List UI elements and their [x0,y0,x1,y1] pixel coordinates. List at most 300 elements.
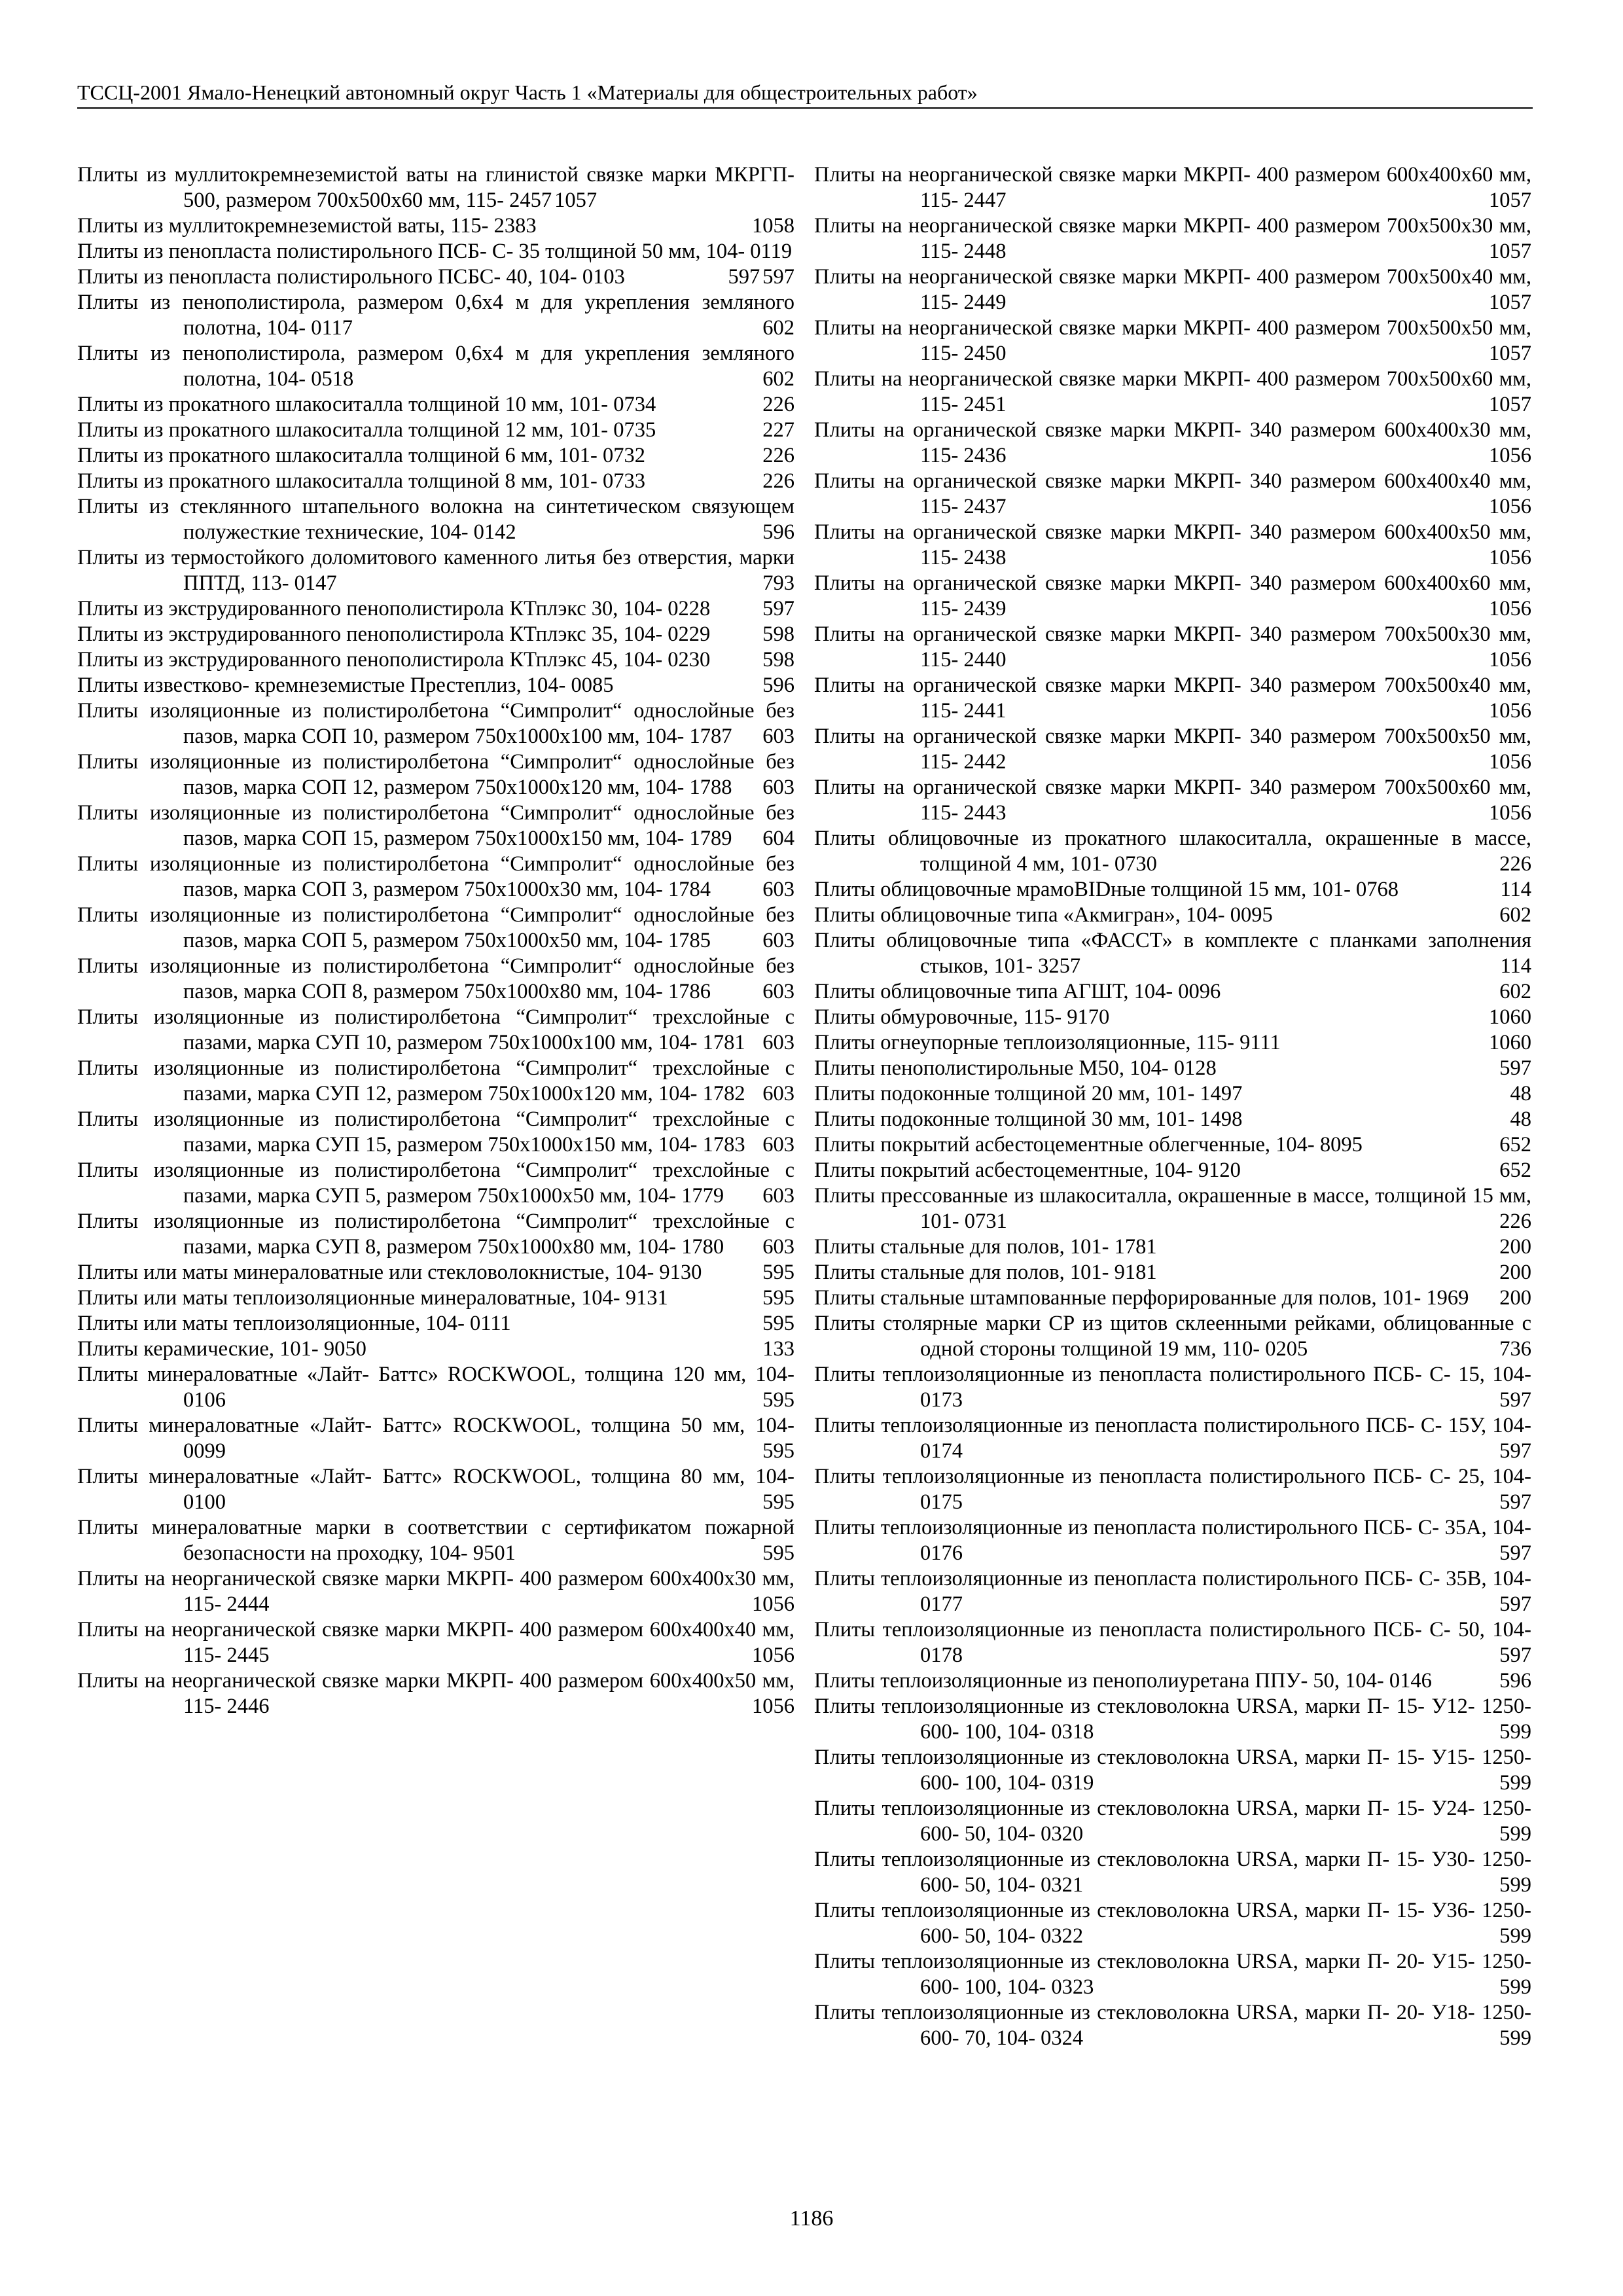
entry-page-ref: 603 [760,724,794,749]
entry-code: 115- 2449 [920,291,1007,314]
entry-title: Плиты из пенополистирола, размером 0,6х4 м для укрепления земляного полотна, [77,291,794,340]
index-entry [814,1694,1531,1745]
index-entry [77,213,794,239]
entry-page-ref: 1056 [1486,647,1531,673]
entry-code: 115- 2457 [465,188,552,212]
entry-page-ref: 595 [760,1311,794,1336]
entry-page-ref: 793 [760,571,794,596]
entry-title: Плиты на неорганической связке марки МКРП- 400 размером 600х400х40 мм, [77,1618,794,1641]
entry-title: Плиты минераловатные «Лайт- Баттс» ROCKWOOL, толщина 50 мм, [77,1414,756,1437]
index-entry [814,213,1531,264]
entry-page-ref: 599 [1497,1770,1531,1796]
entry-code: 104- 9131 [581,1286,668,1310]
entry-code: 104- 1789 [645,827,732,850]
entry-code: 104- 0117 [266,316,353,340]
index-entry [77,698,794,749]
index-entry [77,1668,794,1719]
entry-page-ref: 599 [1497,1873,1531,1898]
entry-page-ref: 114 [1497,877,1531,903]
index-entry [814,903,1531,928]
entry-page-ref: 1060 [1486,1005,1531,1030]
entry-code: 104- 0100 [183,1465,794,1514]
entry-code: 104- 1784 [624,878,711,901]
index-entry [814,1285,1531,1311]
entry-title: Плиты минераловатные марки в соответствии с сертификатом пожарной безопасности на проходку, [77,1516,794,1565]
entry-title: Плиты облицовочные мрамоBIDные толщиной 15 мм, [814,878,1312,901]
entry-code: 101- 0734 [569,393,656,416]
entry-title: Плиты или маты теплоизоляционные, [77,1312,426,1335]
entry-title: Плиты из стеклянного штапельного волокна на синтетическом связующем полужесткие технические, [77,495,794,544]
index-entry [77,800,794,852]
entry-code: 115- 2445 [183,1643,270,1667]
entry-title: Плиты из пенополистирола, размером 0,6х4 м для укрепления земляного полотна, [77,342,794,391]
index-entry [77,1311,794,1336]
entry-title: Плиты на неорганической связке марки МКРП- 400 размером 700х500х50 мм, [814,316,1531,340]
index-entry [77,596,794,622]
entry-page-ref: 603 [760,1030,794,1056]
entry-page-ref: 200 [1497,1260,1531,1285]
entry-page-ref: 595 [760,1490,794,1515]
entry-title: Плиты из экструдированного пенополистирола КТплэкс 45, [77,648,624,672]
entry-title: Плиты облицовочные типа «ФАССТ» в комплекте с планками заполнения стыков, [814,929,1531,978]
entry-title: Плиты или маты минераловатные или стекловолокнистые, [77,1261,615,1284]
entry-code: 104- 0119 [705,240,793,263]
entry-code: 115- 2442 [920,750,1007,774]
entry-title: Плиты облицовочные типа «Акмигран», [814,903,1186,927]
index-entry [814,928,1531,979]
index-entry [814,775,1531,826]
index-entry [814,1234,1531,1260]
entry-title: Плиты изоляционные из полистиролбетона “Симпролит“ однослойные без пазов, марка СОП 10, размером 750х1000х100 мм, [77,699,794,748]
index-entry [814,1362,1531,1413]
entry-title: Плиты обмуровочные, [814,1005,1024,1029]
entry-title: Плиты теплоизоляционные из пенопласта полистирольного ПСБ- С- 25, [814,1465,1493,1488]
entry-title: Плиты изоляционные из полистиролбетона “Симпролит“ однослойные без пазов, марка СОП 8, размером 750х1000х80 мм, [77,954,794,1003]
entry-page-ref: 1057 [1486,392,1531,418]
entry-code: 104- 0321 [996,1873,1084,1897]
index-entry [77,1566,794,1617]
entry-page-ref: 603 [760,877,794,903]
index-entry [814,1796,1531,1847]
entry-code: 110- 0205 [1221,1337,1308,1361]
index-entry [814,1081,1531,1107]
entry-page-ref: 597 [1497,1056,1531,1081]
entry-title: Плиты столярные марки СР из щитов склеенными рейками, облицованные с одной стороны толщиной 19 мм, [814,1312,1531,1361]
entry-page-ref: 597 [760,264,794,290]
entry-code: 115- 2440 [920,648,1007,672]
entry-code: 104- 0106 [183,1363,794,1412]
entry-code: 104- 0142 [429,520,516,544]
entry-title: Плиты на органической связке марки МКРП- 340 размером 700х500х30 мм, [814,622,1531,646]
entry-title: Плиты на неорганической связке марки МКРП- 400 размером 700х500х40 мм, [814,265,1531,289]
entry-title: Плиты теплоизоляционные из стекловолокна URSA, марки П- 20- У15- 1250- 600- 100, [814,1950,1531,1999]
entry-code: 115- 2383 [450,214,537,238]
entry-page-ref: 597 [1497,1388,1531,1413]
index-entry [814,979,1531,1005]
entry-page-ref: 603 [760,1183,794,1209]
entry-page-ref: 226 [760,392,794,418]
index-entry [77,903,794,954]
entry-title: Плиты подоконные толщиной 30 мм, [814,1107,1156,1131]
index-entry [814,1898,1531,1949]
entry-code: 104- 0320 [996,1822,1084,1846]
index-entry [814,1056,1531,1081]
running-header: ТССЦ-2001 Ямало-Ненецкий автономный округ Часть 1 «Материалы для общестроительных работ» [77,77,1533,109]
index-entry [814,1005,1531,1030]
entry-code: 104- 0103 [538,265,625,289]
entry-page-ref: 1057 [1486,290,1531,315]
entry-code: 101- 1781 [1069,1235,1157,1259]
index-entry [814,1183,1531,1234]
index-entry [814,315,1531,367]
entry-title: Плиты пенополистирольные М50, [814,1056,1130,1080]
entry-page-ref: 226 [760,443,794,469]
entry-page-ref: 596 [760,673,794,698]
entry-code: 104- 1787 [645,725,732,748]
entry-title: Плиты облицовочные типа АГШТ, [814,980,1134,1003]
entry-page-ref: 226 [760,469,794,494]
entry-title: Плиты из пенопласта полистирольного ПСБС- 40, [77,265,539,289]
index-entry [814,1745,1531,1796]
entry-title: Плиты из прокатного шлакоситалла толщиной 10 мм, [77,393,569,416]
index-entry [77,264,794,290]
entry-title: Плиты покрытий асбестоцементные облегченные, [814,1133,1276,1157]
entry-page-ref: 599 [1497,2026,1531,2051]
entry-code: 104- 0099 [183,1414,794,1463]
entry-page-ref: 602 [1497,979,1531,1005]
entry-code: 104- 1783 [658,1133,745,1157]
entry-page-ref: 226 [1497,852,1531,877]
index-entry [814,264,1531,315]
entry-code: 104- 0518 [266,367,354,391]
entry-code: 104- 0146 [1345,1669,1432,1693]
index-entry [77,1285,794,1311]
entry-page-ref: 1056 [1486,698,1531,724]
entry-code: 104- 0175 [920,1465,1531,1514]
entry-code: 115- 9170 [1023,1005,1110,1029]
entry-code: 104- 0318 [1007,1720,1094,1744]
entry-title: Плиты минераловатные «Лайт- Баттс» ROCKWOOL, толщина 80 мм, [77,1465,756,1488]
page-number: 1186 [789,2206,834,2231]
entry-code: 104- 0324 [996,2026,1084,2050]
entry-code: 101- 0733 [558,469,645,493]
index-entry [77,673,794,698]
index-entry [77,341,794,392]
entry-title: Плиты минераловатные «Лайт- Баттс» ROCKWOOL, толщина 120 мм, [77,1363,756,1386]
index-entry [814,418,1531,469]
entry-page-ref: 200 [1497,1285,1531,1311]
entry-page-ref: 603 [760,775,794,800]
entry-code: 101- 0768 [1311,878,1399,901]
entry-page-ref: 1056 [749,1592,794,1617]
entry-code: 115- 2444 [183,1592,270,1616]
entry-code: 104- 1782 [658,1082,745,1105]
entry-page-ref: 603 [760,1234,794,1260]
entry-code: 104- 0085 [526,673,614,697]
index-column-left [77,162,794,2178]
entry-code: 101- 9050 [279,1337,366,1361]
entry-page-ref: 1056 [1486,443,1531,469]
entry-title: Плиты теплоизоляционные из пенопласта полистирольного ПСБ- С- 35В, [814,1567,1493,1590]
entry-page-ref: 1056 [749,1643,794,1668]
entry-code: 104- 1781 [658,1031,745,1054]
index-entry [814,1158,1531,1183]
entry-title: Плиты облицовочные из прокатного шлакоситалла, окрашенные в массе, толщиной 4 мм, [814,827,1531,876]
entry-page-ref: 597 [726,264,760,290]
entry-title: Плиты на органической связке марки МКРП- 340 размером 700х500х50 мм, [814,725,1531,748]
index-entry [77,622,794,647]
entry-title: Плиты на органической связке марки МКРП- 340 размером 600х400х40 мм, [814,469,1531,493]
entry-title: Плиты на неорганической связке марки МКРП- 400 размером 600х400х50 мм, [77,1669,794,1693]
entry-page-ref: 1057 [552,188,597,212]
entry-page-ref: 599 [1497,1719,1531,1745]
index-entry [77,954,794,1005]
entry-title: Плиты изоляционные из полистиролбетона “Симпролит“ однослойные без пазов, марка СОП 3, размером 750х1000х30 мм, [77,852,794,901]
entry-code: 104- 0323 [1007,1975,1094,1999]
entry-code: 104- 8095 [1275,1133,1363,1157]
entry-title: Плиты теплоизоляционные из пенопласта полистирольного ПСБ- С- 50, [814,1618,1493,1641]
entry-title: Плиты на неорганической связке марки МКРП- 400 размером 600х400х30 мм, [77,1567,794,1590]
entry-page-ref: 226 [1497,1209,1531,1234]
entry-code: 115- 2446 [183,1695,270,1718]
entry-code: 101- 9181 [1069,1261,1157,1284]
entry-page-ref: 1056 [1486,494,1531,520]
entry-code: 104- 1779 [637,1184,724,1208]
entry-code: 115- 2436 [920,444,1007,467]
entry-title: Плиты теплоизоляционные из пенопласта полистирольного ПСБ- С- 35А, [814,1516,1493,1539]
entry-code: 104- 0178 [920,1618,1531,1667]
entry-code: 104- 1786 [624,980,711,1003]
index-entry [814,724,1531,775]
index-entry [814,1132,1531,1158]
entry-page-ref: 602 [1497,903,1531,928]
entry-page-ref: 597 [760,596,794,622]
entry-page-ref: 48 [1508,1081,1532,1107]
entry-title: Плиты из экструдированного пенополистирола КТплэкс 35, [77,622,624,646]
index-entry [77,1515,794,1566]
entry-code: 104- 0173 [920,1363,1531,1412]
index-entry [77,1362,794,1413]
index-entry [814,826,1531,877]
entry-title: Плиты теплоизоляционные из стекловолокна URSA, марки П- 15- У15- 1250- 600- 100, [814,1746,1531,1795]
entry-page-ref: 596 [1497,1668,1531,1694]
index-entry [814,1030,1531,1056]
index-entry [814,1847,1531,1898]
entry-title: Плиты теплоизоляционные из стекловолокна URSA, марки П- 15- У24- 1250- 600- 50, [814,1797,1531,1846]
entry-page-ref: 603 [760,979,794,1005]
entry-title: Плиты известково- кремнеземистые Престеплиз, [77,673,527,697]
entry-code: 115- 2441 [920,699,1007,723]
entry-code: 115- 9111 [1196,1031,1281,1054]
entry-page-ref: 602 [760,367,794,392]
entry-title: Плиты изоляционные из полистиролбетона “Симпролит“ однослойные без пазов, марка СОП 15, размером 750х1000х150 мм, [77,801,794,850]
entry-page-ref: 596 [760,520,794,545]
entry-code: 101- 1969 [1382,1286,1469,1310]
entry-page-ref: 597 [1497,1439,1531,1464]
entry-title: Плиты теплоизоляционные из пенопласта полистирольного ПСБ- С- 15У, [814,1414,1493,1437]
entry-code: 104- 0095 [1186,903,1273,927]
entry-code: 104- 0096 [1133,980,1221,1003]
index-entry [814,1515,1531,1566]
index-entry [814,1413,1531,1464]
entry-page-ref: 1056 [1486,800,1531,826]
entry-title: Плиты изоляционные из полистиролбетона “Симпролит“ трехслойные с пазами, марка СУП 10, размером 750х1000х100 мм, [77,1005,794,1054]
entry-code: 104- 9501 [429,1541,516,1565]
entry-title: Плиты из прокатного шлакоситалла толщиной 12 мм, [77,418,569,442]
index-entry [77,1617,794,1668]
entry-page-ref: 1057 [1486,239,1531,264]
entry-title: Плиты из муллитокремнеземистой ваты, [77,214,451,238]
index-entry [77,1464,794,1515]
entry-title: Плиты теплоизоляционные из стекловолокна URSA, марки П- 15- У36- 1250- 600- 50, [814,1899,1531,1948]
entry-page-ref: 1056 [749,1694,794,1719]
index-entry [814,1107,1531,1132]
entry-page-ref: 602 [760,315,794,341]
entry-page-ref: 652 [1497,1158,1531,1183]
entry-page-ref: 114 [1497,954,1531,979]
index-entry [77,749,794,800]
entry-title: Плиты на неорганической связке марки МКРП- 400 размером 600х400х60 мм, [814,163,1531,187]
index-entry [814,469,1531,520]
entry-title: Плиты покрытий асбестоцементные, [814,1158,1154,1182]
entry-code: 104- 0229 [623,622,711,646]
index-entry [77,494,794,545]
entry-page-ref: 595 [760,1388,794,1413]
entry-page-ref: 652 [1497,1132,1531,1158]
index-entry [77,1260,794,1285]
index-entry [814,673,1531,724]
entry-code: 115- 2451 [920,393,1007,416]
entry-code: 104- 0319 [1007,1771,1094,1795]
entry-page-ref: 599 [1497,1924,1531,1949]
entry-title: Плиты подоконные толщиной 20 мм, [814,1082,1156,1105]
index-entry [77,443,794,469]
entry-title: Плиты из экструдированного пенополистирола КТплэкс 30, [77,597,624,620]
entry-title: Плиты изоляционные из полистиролбетона “Симпролит“ трехслойные с пазами, марка СУП 8, размером 750х1000х80 мм, [77,1210,794,1259]
entry-page-ref: 598 [760,622,794,647]
entry-code: 104- 0128 [1130,1056,1217,1080]
entry-code: 115- 2437 [920,495,1007,518]
entry-page-ref: 603 [760,928,794,954]
index-entry [814,162,1531,213]
entry-page-ref: 599 [1497,1821,1531,1847]
entry-code: 104- 9120 [1154,1158,1241,1182]
entry-code: 104- 0322 [996,1924,1084,1948]
index-entry [77,392,794,418]
entry-title: Плиты или маты теплоизоляционные минераловатные, [77,1286,582,1310]
entry-page-ref: 597 [1497,1643,1531,1668]
entry-code: 104- 0111 [425,1312,511,1335]
entry-code: 101- 0735 [569,418,656,442]
entry-page-ref: 227 [760,418,794,443]
entry-page-ref: 597 [1497,1592,1531,1617]
index-entry [814,520,1531,571]
entry-title: Плиты из муллитокремнеземистой ваты на глинистой связке марки МКРГП- 500, размером 700х500х60 мм, [77,163,794,212]
index-entry [77,647,794,673]
entry-page-ref: 1060 [1486,1030,1531,1056]
entry-title: Плиты на органической связке марки МКРП- 340 размером 700х500х40 мм, [814,673,1531,697]
entry-page-ref: 1058 [749,213,794,239]
index-entry [77,545,794,596]
entry-title: Плиты из прокатного шлакоситалла толщиной 8 мм, [77,469,559,493]
index-entry [77,162,794,213]
index-entry [77,1107,794,1158]
entry-page-ref: 1057 [1486,188,1531,213]
entry-page-ref: 604 [760,826,794,852]
entry-title: Плиты теплоизоляционные из пенопласта полистирольного ПСБ- С- 15, [814,1363,1493,1386]
entry-code: 104- 1780 [637,1235,724,1259]
entry-title: Плиты на органической связке марки МКРП- 340 размером 600х400х30 мм, [814,418,1531,442]
entry-page-ref: 1056 [1486,596,1531,622]
entry-title: Плиты на органической связке марки МКРП- 340 размером 600х400х60 мм, [814,571,1531,595]
index-entry [77,1413,794,1464]
entry-code: 113- 0147 [251,571,337,595]
entry-code: 101- 1497 [1155,1082,1243,1105]
index-entry [77,290,794,341]
entry-code: 101- 0732 [558,444,645,467]
index-entry [77,1056,794,1107]
index-entry [814,1260,1531,1285]
index-entry [77,418,794,443]
entry-code: 101- 0730 [1070,852,1157,876]
index-entry [77,1005,794,1056]
entry-code: 104- 1788 [645,776,732,799]
index-entry [814,1566,1531,1617]
entry-code: 115- 2447 [920,188,1007,212]
index-column-right [814,162,1531,2178]
index-entry [814,1949,1531,2000]
entry-code: 115- 2450 [920,342,1007,365]
entry-page-ref: 133 [760,1336,794,1362]
index-entry [77,1336,794,1362]
entry-code: 104- 0174 [920,1414,1531,1463]
index-entry [814,622,1531,673]
entry-page-ref: 597 [1497,1490,1531,1515]
entry-title: Плиты из термостойкого доломитового каменного литья без отверстия, марки ППТД, [77,546,794,595]
entry-code: 101- 3257 [993,954,1081,978]
entry-code: 104- 9130 [615,1261,702,1284]
index-entry [77,1158,794,1209]
entry-title: Плиты из прокатного шлакоситалла толщиной 6 мм, [77,444,559,467]
entry-page-ref: 603 [760,1081,794,1107]
index-entry [814,367,1531,418]
entry-title: Плиты на органической связке марки МКРП- 340 размером 700х500х60 мм, [814,776,1531,799]
entry-code: 101- 1498 [1155,1107,1243,1131]
entry-title: Плиты из пенопласта полистирольного ПСБ- С- 35 толщиной 50 мм, [77,240,706,263]
entry-title: Плиты теплоизоляционные из стекловолокна URSA, марки П- 15- У30- 1250- 600- 50, [814,1848,1531,1897]
index-entry [814,1311,1531,1362]
entry-title: Плиты изоляционные из полистиролбетона “Симпролит“ трехслойные с пазами, марка СУП 5, размером 750х1000х50 мм, [77,1158,794,1208]
entry-page-ref: 595 [760,1541,794,1566]
entry-code: 115- 2439 [920,597,1007,620]
entry-title: Плиты изоляционные из полистиролбетона “Симпролит“ трехслойные с пазами, марка СУП 15, размером 750х1000х150 мм, [77,1107,794,1157]
entry-code: 115- 2448 [920,240,1007,263]
entry-page-ref: 595 [760,1260,794,1285]
entry-title: Плиты изоляционные из полистиролбетона “Симпролит“ однослойные без пазов, марка СОП 12, размером 750х1000х120 мм, [77,750,794,799]
entry-code: 104- 1785 [624,929,711,952]
index-entry [77,469,794,494]
entry-code: 101- 0731 [920,1210,1007,1233]
entry-title: Плиты изоляционные из полистиролбетона “Симпролит“ трехслойные с пазами, марка СУП 12, размером 750х1000х120 мм, [77,1056,794,1105]
entry-title: Плиты теплоизоляционные из стекловолокна URSA, марки П- 15- У12- 1250- 600- 100, [814,1695,1531,1744]
entry-title: Плиты стальные для полов, [814,1235,1070,1259]
index-entry [814,1617,1531,1668]
index-entry [814,1668,1531,1694]
entry-page-ref: 1056 [1486,545,1531,571]
entry-title: Плиты стальные для полов, [814,1261,1070,1284]
entry-code: 104- 0176 [920,1516,1531,1565]
entry-page-ref: 200 [1497,1234,1531,1260]
